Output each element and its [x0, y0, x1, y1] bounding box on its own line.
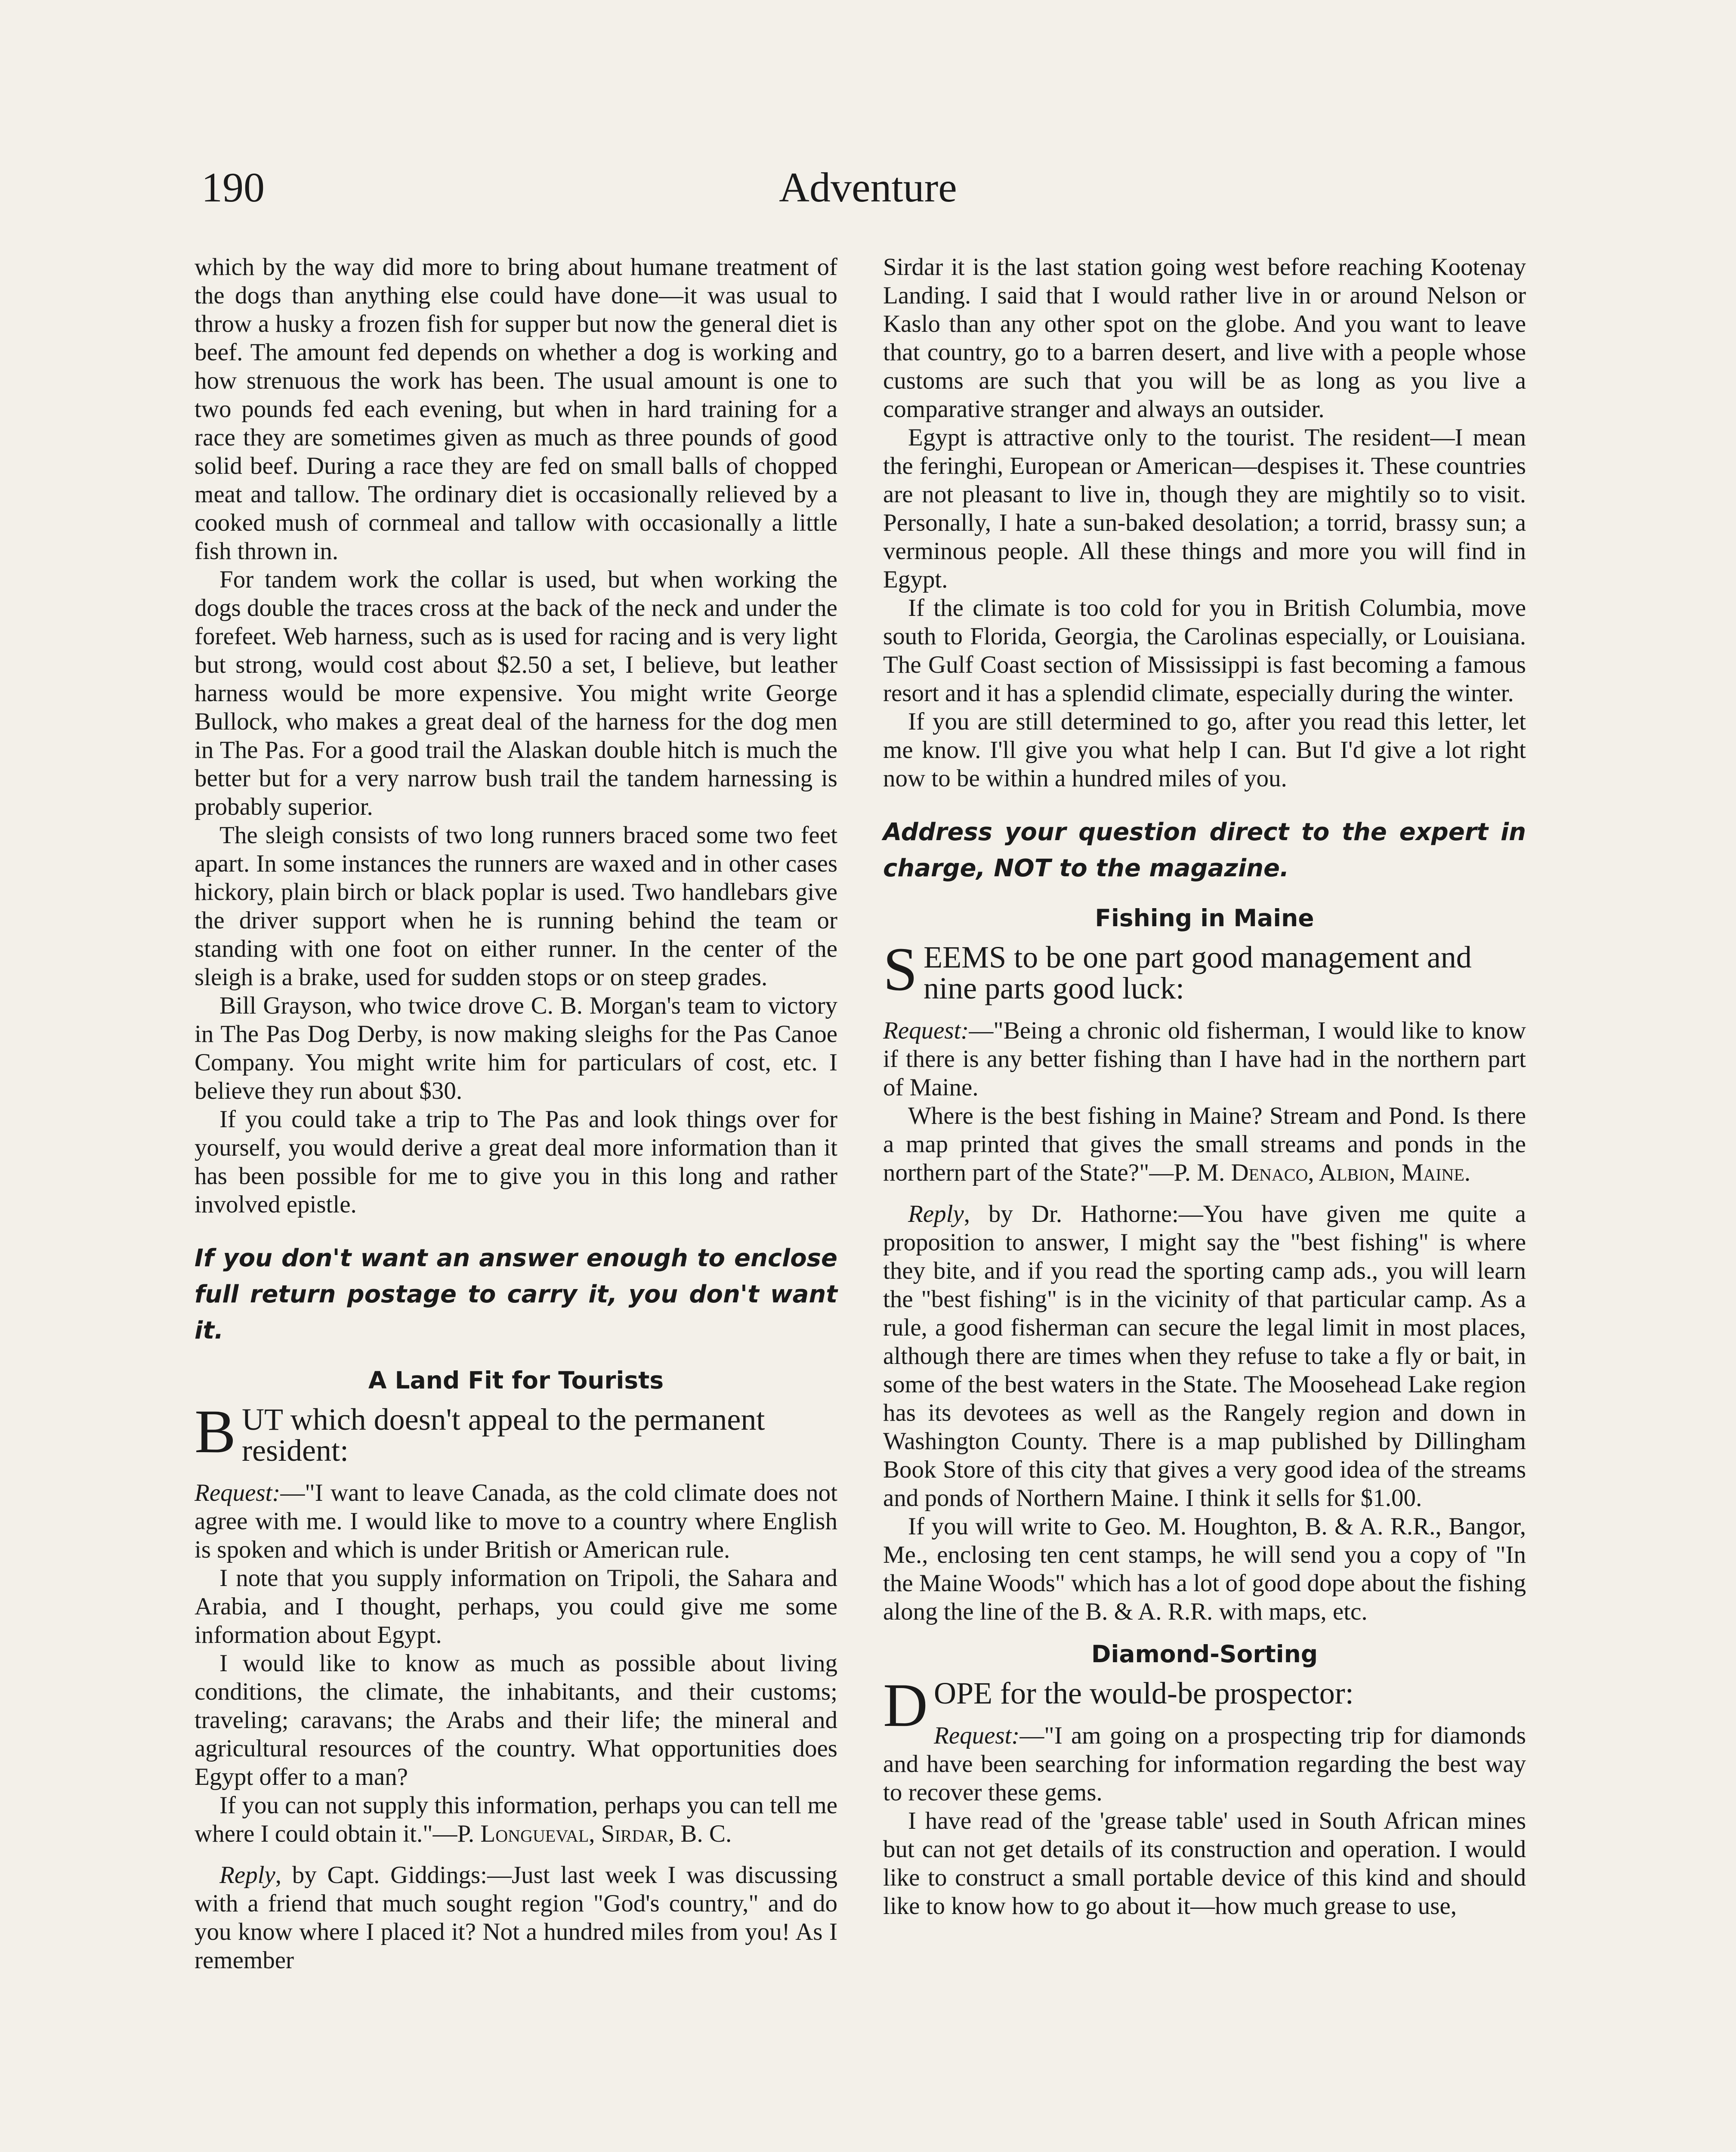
- request-paragraph: [883, 1722, 1526, 1807]
- left-column: [195, 253, 837, 1975]
- request-label: Request:: [195, 1479, 281, 1506]
- postage-notice: If you don't want an answer enough to enclose full return postage to carry it, you don't want it.: [195, 1244, 837, 1345]
- reply-text: , by Capt. Giddings:—Just last week I was discussing with a friend that much sought region "God's country," and do you know where I placed it? Not a hundred miles from you! As I remember: [195, 1861, 837, 1974]
- paragraph: The sleigh consists of two long runners braced some two feet apart. In some instances the runners are waxed and in other cases hickory, plain birch or black poplar is used. Two handlebars give the driver support when he is running behind the team or standing with one foot on either runner. In the center of the sleigh is a brake, used for sudden stops or on steep grades.: [195, 822, 837, 991]
- drop-cap: D: [883, 1671, 928, 1740]
- paragraph: For tandem work the collar is used, but when working the dogs double the traces cross at the back of the neck and under the forefeet. Web harness, such as is used for racing and is very light but strong, would cost about $2.50 a set, I believe, but leather harness would be more expensive. You might write George Bullock, who makes a great deal of the harness for the dog men in The Pas. For a good trail the Alaskan double hitch is much the better but for a very narrow bush trail the tandem harnessing is probably superior.: [195, 566, 837, 820]
- right-column: [883, 253, 1526, 1920]
- signoff: P. M. Denaco, Albion, Maine.: [1174, 1159, 1471, 1186]
- magazine-title: Adventure: [779, 164, 957, 211]
- page-number: 190: [201, 164, 265, 211]
- drop-cap: S: [883, 935, 918, 1004]
- signoff: P. Longueval, Sirdar, B. C.: [457, 1820, 732, 1847]
- reply-text: , by Dr. Hathorne:—You have given me quite a proposition to answer, I might say the "best fishing" is where they bite, and if you read the sporting camp ads., you will learn the "best fishing" is in the vicinity of that particular camp. As a rule, a good fisherman can secure the legal limit in most places, although there are times when they refuse to take a fly or bait, in some of the best waters in the State. The Moosehead Lake region has its devotees as well as the Rangely region and down in Washington County. There is a map published by Dillingham Book Store of this city that gives a very good idea of the streams and ponds of Northern Maine. I think it sells for $1.00.: [883, 1200, 1526, 1512]
- paragraph: which by the way did more to bring about humane treatment of the dogs than anything else could have done—it was usual to throw a husky a frozen fish for supper but now the general diet is beef. The amount fed depends on whether a dog is working and how strenuous the work has been. The usual amount is one to two pounds fed each evening, but when in hard training for a race they are sometimes given as much as three pounds of good solid beef. During a race they are fed on small balls of chopped meat and tallow. The ordinary diet is occasionally relieved by a cooked mush of cornmeal and tallow with occasionally a little fish thrown in.: [195, 254, 837, 565]
- paragraph: If you will write to Geo. M. Houghton, B. & A. R.R., Bangor, Me., enclosing ten cent stamps, he will send you a copy of "In the Maine Woods" which has a lot of good dope about the fishing along the line of the B. & A. R.R. with maps, etc.: [883, 1513, 1526, 1625]
- intro-text: UT which doesn't appeal to the permanent resident:: [242, 1402, 765, 1468]
- section-intro: [195, 1398, 837, 1468]
- request-label: Request:: [883, 1017, 969, 1044]
- request-text: —"I am going on a prospecting trip for diamonds and have been searching for information regarding the best way to recover these gems.: [883, 1722, 1526, 1806]
- paragraph: I would like to know as much as possible about living conditions, the climate, the inhabitants, and their customs; traveling; caravans; the Arabs and their life; the mineral and agricultural resources of the country. What opportunities does Egypt offer to a man?: [195, 1650, 837, 1790]
- paragraph: If you could take a trip to The Pas and look things over for yourself, you would derive a great deal more information than it has been possible for me to give you in this long and rather involved epistle.: [195, 1106, 837, 1218]
- paragraph: If the climate is too cold for you in British Columbia, move south to Florida, Georgia, the Carolinas especially, or Louisiana. The Gulf Coast section of Mississippi is fast becoming a famous resort and it has a splendid climate, especially during the winter.: [883, 594, 1526, 707]
- paragraph: Sirdar it is the last station going west before reaching Kootenay Landing. I said that I would rather live in or around Nelson or Kaslo than any other spot on the globe. And you want to leave that country, go to a barren desert, and live with a people whose customs are such that you will be as long as you live a comparative stranger and always an outsider.: [883, 254, 1526, 423]
- paragraph: If you are still determined to go, after you read this letter, let me know. I'll give you what help I can. But I'd give a lot right now to be within a hundred miles of you.: [883, 708, 1526, 792]
- request-paragraph: [195, 1479, 837, 1564]
- reply-paragraph: [883, 1200, 1526, 1512]
- section-intro: [883, 935, 1526, 1005]
- request-text: —"I want to leave Canada, as the cold climate does not agree with me. I would like to move to a country where English is spoken and which is under British or American rule.: [195, 1479, 837, 1563]
- page-header: [0, 164, 1736, 224]
- reply-paragraph: [195, 1861, 837, 1975]
- paragraph: [883, 1102, 1526, 1187]
- section-title: Fishing in Maine: [1095, 904, 1314, 932]
- address-notice: Address your question direct to the expert in charge, NOT to the magazine.: [883, 818, 1526, 882]
- paragraph: Egypt is attractive only to the tourist. The resident—I mean the feringhi, European or American—despises it. These countries are not pleasant to live in, though they are mightily so to visit. Personally, I hate a sun-baked desolation; a torrid, brassy sun; a verminous people. All these things and more you will find in Egypt.: [883, 424, 1526, 593]
- request-paragraph: [883, 1017, 1526, 1102]
- request-text: —"Being a chronic old fisherman, I would like to know if there is any better fishing than I have had in the northern part of Maine.: [883, 1017, 1526, 1101]
- paragraph: I have read of the 'grease table' used in South African mines but can not get details of its construction and operation. I would like to construct a small portable device of this kind and should like to know how to go about it—how much grease to use,: [883, 1807, 1526, 1920]
- intro-text: EEMS to be one part good management and nine parts good luck:: [924, 940, 1472, 1005]
- reply-label: Reply: [908, 1200, 964, 1228]
- paragraph: [195, 1791, 837, 1848]
- paragraph-text: Where is the best fishing in Maine? Stream and Pond. Is there a map printed that gives the small streams and ponds in the northern part of the State?"—: [883, 1102, 1526, 1186]
- request-label: Request:: [934, 1722, 1020, 1749]
- drop-cap: B: [195, 1398, 236, 1466]
- section-title: A Land Fit for Tourists: [368, 1367, 664, 1394]
- reply-label: Reply: [219, 1861, 275, 1889]
- paragraph: Bill Grayson, who twice drove C. B. Morgan's team to victory in The Pas Dog Derby, is now making sleighs for the Pas Canoe Company. You might write him for particulars of cost, etc. I believe they run about $30.: [195, 992, 837, 1104]
- intro-text: OPE for the would-be prospector:: [934, 1676, 1354, 1710]
- section-title: Diamond-Sorting: [1091, 1640, 1318, 1668]
- paragraph: I note that you supply information on Tripoli, the Sahara and Arabia, and I thought, perhaps, you could give me some information about Egypt.: [195, 1565, 837, 1648]
- paragraph-text: If you can not supply this information, perhaps you can tell me where I could obtain it."—: [195, 1792, 837, 1847]
